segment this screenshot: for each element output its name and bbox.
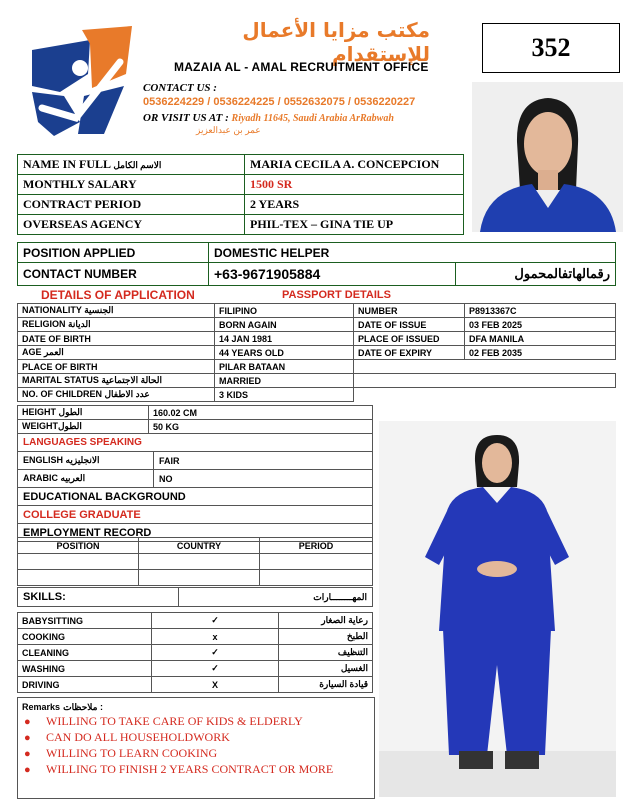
contract-label: CONTRACT PERIOD [18,195,245,215]
address-arabic: عمر بن عبدالعزيز [196,125,261,135]
education-heading: EDUCATIONAL BACKGROUND [18,488,373,506]
arabic-label-arabic: العربيه [60,473,86,483]
details-row [18,346,616,360]
full-body-figure [379,421,616,797]
age-label: AGE [22,347,42,357]
skill-washing-check: ✓ [152,661,279,677]
passport-number-label: NUMBER [354,304,465,318]
children-count: 3 KIDS [215,388,354,402]
office-title: MAZAIA AL - AMAL RECRUITMENT OFFICE [174,60,429,74]
empty-cell [354,388,616,402]
column-country: COUNTRY [139,538,260,554]
skill-cleaning-check: ✓ [152,645,279,661]
contact-row [18,263,616,286]
english-label: ENGLISH [23,455,64,465]
skill-babysitting-arabic: رعاية الصغار [279,613,373,629]
skill-cleaning-arabic: التنظيف [279,645,373,661]
details-row [18,388,616,402]
remarks-list [18,714,374,778]
education-row [18,506,373,524]
application-section-title: DETAILS OF APPLICATION [41,288,195,302]
language-row [18,452,373,470]
remark-item: ● WILLING TO FINISH 2 YEARS CONTRACT OR MORE [24,762,374,778]
arabic-label-cell [18,470,154,488]
remark-item: ● WILLING TO TAKE CARE OF KIDS & ELDERLY [24,714,374,730]
name-label-arabic: الاسم الكامل [113,160,162,170]
skill-driving-label: DRIVING [18,677,152,693]
height-label-arabic: الطول [58,407,83,417]
english-level: FAIR [154,452,373,470]
contact-label-arabic: رقمالهاتفالمحمول [456,263,616,286]
contact-number: +63-9671905884 [209,263,456,286]
religion-label: RELIGION [22,319,66,329]
position-applied: DOMESTIC HELPER [209,243,616,263]
pob-label: PLACE OF BIRTH [18,360,215,374]
address: Riyadh 11645, Saudi Arabia ArRabwah [231,113,394,124]
nationality: FILIPINO [215,304,354,318]
employment-header-row [18,538,373,554]
summary-table [17,154,464,235]
position-row [18,243,616,263]
expiry-label: DATE OF EXPIRY [354,346,465,360]
visit-label: OR VISIT US AT : [143,112,229,124]
weight-label-arabic: الطول [58,421,82,431]
skill-washing-arabic: الغسيل [279,661,373,677]
age-label-arabic: العمر [44,347,64,357]
issue-date-label: DATE OF ISSUE [354,318,465,332]
weight-label: WEIGHT [22,421,58,431]
employment-table [17,537,373,586]
languages-table [17,433,373,542]
details-row [18,332,616,346]
remarks-title-arabic: ملاحظات : [63,702,103,712]
languages-heading-row [18,434,373,452]
remark-item: ● WILLING TO LEARN COOKING [24,746,374,762]
visit-line [143,112,394,124]
children-label-cell [18,388,215,402]
issue-place-label: PLACE OF ISSUED [354,332,465,346]
skills-header-row [18,588,373,607]
details-row [18,304,616,318]
name-label: NAME IN FULL [23,157,111,171]
date-of-birth: 14 JAN 1981 [215,332,354,346]
full-body-photo [379,421,616,797]
height-row [18,406,373,420]
languages-heading: LANGUAGES SPEAKING [18,434,373,452]
remarks-heading [22,701,374,713]
arabic-level: NO [154,470,373,488]
height-label-cell [18,406,149,420]
details-row [18,318,616,332]
overseas-agency: PHIL-TEX – GINA TIE UP [245,215,464,235]
agency-label: OVERSEAS AGENCY [18,215,245,235]
nationality-label: NATIONALITY [22,305,82,315]
summary-row-agency [18,215,464,235]
contact-number-label: CONTACT NUMBER [18,263,209,286]
skill-cooking-arabic: الطبخ [279,629,373,645]
english-label-cell [18,452,154,470]
issue-place: DFA MANILA [465,332,616,346]
passport-number: P8913367C [465,304,616,318]
salary-label: MONTHLY SALARY [18,175,245,195]
weight-label-cell [18,420,149,434]
nationality-label-cell [18,304,215,318]
contract-period: 2 YEARS [245,195,464,215]
summary-row-name [18,155,464,175]
marital-label-cell [18,374,215,388]
education-level: COLLEGE GRADUATE [18,506,373,524]
height: 160.02 CM [149,406,373,420]
details-table [17,303,616,402]
skill-driving-check: X [152,677,279,693]
marital-label: MARITAL STATUS [22,375,99,385]
portrait-photo [472,82,623,232]
skill-row [18,661,373,677]
skills-table [17,612,373,693]
contact-label: CONTACT US : [143,82,217,94]
place-of-birth: PILAR BATAAN [215,360,354,374]
skill-cooking-label: COOKING [18,629,152,645]
employment-heading: EMPLOYMENT RECORD [18,524,373,542]
remarks-box [17,697,375,799]
name-label-cell [18,155,245,175]
religion: BORN AGAIN [215,318,354,332]
full-name: MARIA CECILA A. CONCEPCION [245,155,464,175]
skill-babysitting-check: ✓ [152,613,279,629]
empty-cell [354,360,616,374]
skill-driving-arabic: قيادة السيارة [279,677,373,693]
employment-empty-row [18,554,373,570]
skills-header-table [17,587,373,607]
summary-row-contract [18,195,464,215]
children-label: NO. OF CHILDREN [22,389,102,399]
height-weight-table [17,405,373,434]
skill-cooking-check: x [152,629,279,645]
empty-cell [354,374,616,388]
office-title-arabic: مكتب مزايا الأعمال للإستقدام [242,18,430,66]
age: 44 YEARS OLD [215,346,354,360]
position-contact-table [17,242,616,286]
weight-row [18,420,373,434]
skill-cleaning-label: CLEANING [18,645,152,661]
summary-row-salary [18,175,464,195]
issue-date: 03 FEB 2025 [465,318,616,332]
height-label: HEIGHT [22,407,57,417]
reference-number: 352 [482,23,620,73]
remarks-title: Remarks [22,702,61,712]
column-period: PERIOD [260,538,373,554]
skill-row [18,629,373,645]
weight: 50 KG [149,420,373,434]
children-label-arabic: عدد الاطفال [104,389,150,399]
agency-logo [20,22,138,142]
skill-row [18,613,373,629]
nationality-label-arabic: الجنسية [84,305,114,315]
phone-numbers: 0536224229 / 0536224225 / 0552632075 / 0536220227 [143,96,416,108]
english-label-arabic: الانجليزيه [65,455,100,465]
skill-row [18,677,373,693]
skills-label: SKILLS: [18,588,179,607]
remark-item: ● CAN DO ALL HOUSEHOLDWORK [24,730,374,746]
marital-label-arabic: الحالة الاجتماعية [101,375,162,385]
religion-label-arabic: الديانة [68,319,91,329]
age-label-cell [18,346,215,360]
expiry-date: 02 FEB 2035 [465,346,616,360]
skill-babysitting-label: BABYSITTING [18,613,152,629]
language-row [18,470,373,488]
monthly-salary: 1500 SR [245,175,464,195]
skill-row [18,645,373,661]
religion-label-cell [18,318,215,332]
position-label: POSITION APPLIED [18,243,209,263]
arabic-label: ARABIC [23,473,58,483]
details-row [18,360,616,374]
skills-label-arabic: المهــــــــارات [179,588,373,607]
employment-empty-row [18,570,373,586]
education-heading-row [18,488,373,506]
passport-section-title: PASSPORT DETAILS [282,289,391,301]
skill-washing-label: WASHING [18,661,152,677]
marital-status: MARRIED [215,374,354,388]
portrait-figure [472,82,623,232]
details-row [18,374,616,388]
dob-label: DATE OF BIRTH [18,332,215,346]
column-position: POSITION [18,538,139,554]
